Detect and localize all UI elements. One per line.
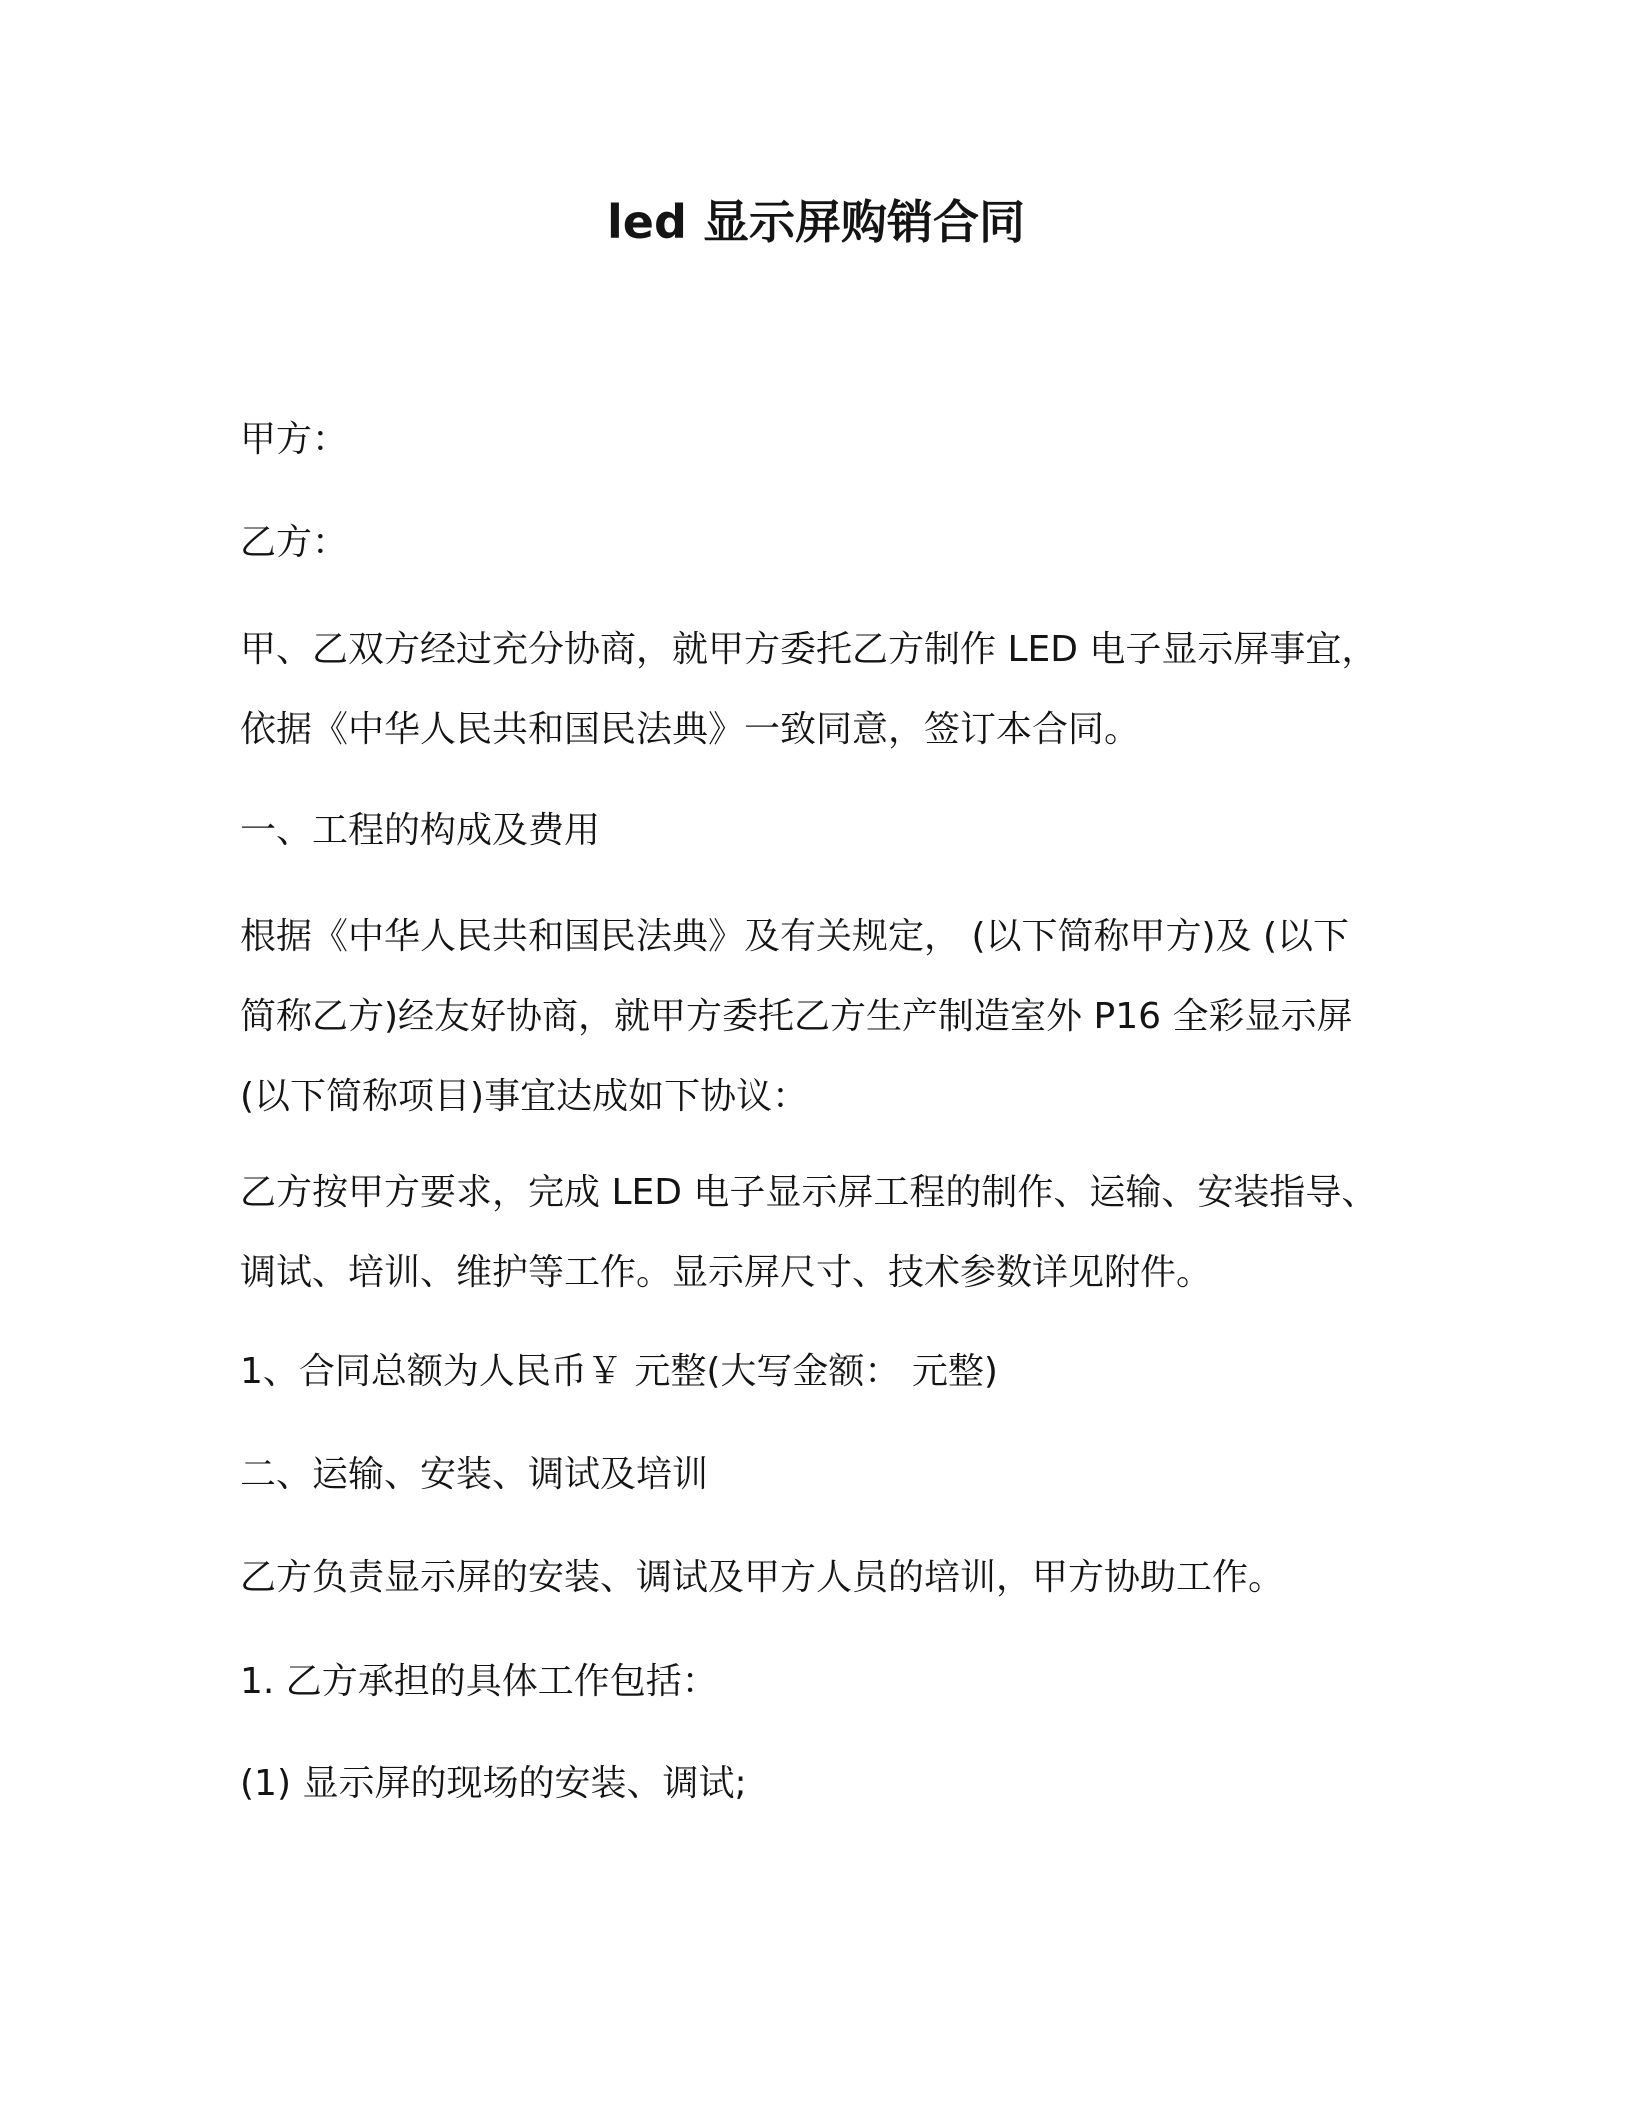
text-line: 依据《中华人民共和国民法典》一致同意，签订本合同。 xyxy=(240,709,1141,750)
text-line: 根据《中华人民共和国民法典》及有关规定， (以下简称甲方)及 (以下 xyxy=(240,916,1350,957)
text-line: 调试、培训、维护等工作。显示屏尺寸、技术参数详见附件。 xyxy=(240,1252,1213,1293)
contract-amount-line xyxy=(240,1332,1420,1412)
text-line: 二、运输、安装、调试及培训 xyxy=(240,1454,709,1495)
text-line: 一、工程的构成及费用 xyxy=(240,810,601,851)
party-b-line xyxy=(240,503,1420,583)
party-a-line xyxy=(240,400,1420,480)
text-line: 乙方： xyxy=(240,522,349,563)
text-line: 简称乙方)经友好协商，就甲方委托乙方生产制造室外 P16 全彩显示屏 xyxy=(240,996,1353,1037)
section-paragraph xyxy=(240,897,1420,1137)
text-line: 1. 乙方承担的具体工作包括： xyxy=(240,1661,718,1702)
text-line: (1) 显示屏的现场的安装、调试; xyxy=(240,1763,747,1804)
list-subitem xyxy=(240,1744,1420,1824)
text-line: 甲方： xyxy=(240,419,349,460)
section-paragraph xyxy=(240,1538,1420,1618)
text-line: (以下简称项目)事宜达成如下协议： xyxy=(240,1076,809,1117)
scope-paragraph xyxy=(240,1153,1420,1313)
document-title: led 显示屏购销合同 xyxy=(607,195,1025,249)
section-heading xyxy=(240,791,1420,871)
text-line: 甲、乙双方经过充分协商，就甲方委托乙方制作 LED 电子显示屏事宜， xyxy=(240,629,1378,670)
text-line: 1、合同总额为人民币￥ 元整(大写金额： 元整) xyxy=(240,1351,998,1392)
text-line: 乙方按甲方要求，完成 LED 电子显示屏工程的制作、运输、安装指导、 xyxy=(240,1172,1378,1213)
list-item xyxy=(240,1642,1420,1722)
text-line: 乙方负责显示屏的安装、调试及甲方人员的培训，甲方协助工作。 xyxy=(240,1557,1285,1598)
section-heading xyxy=(240,1435,1420,1515)
intro-paragraph xyxy=(240,610,1420,770)
